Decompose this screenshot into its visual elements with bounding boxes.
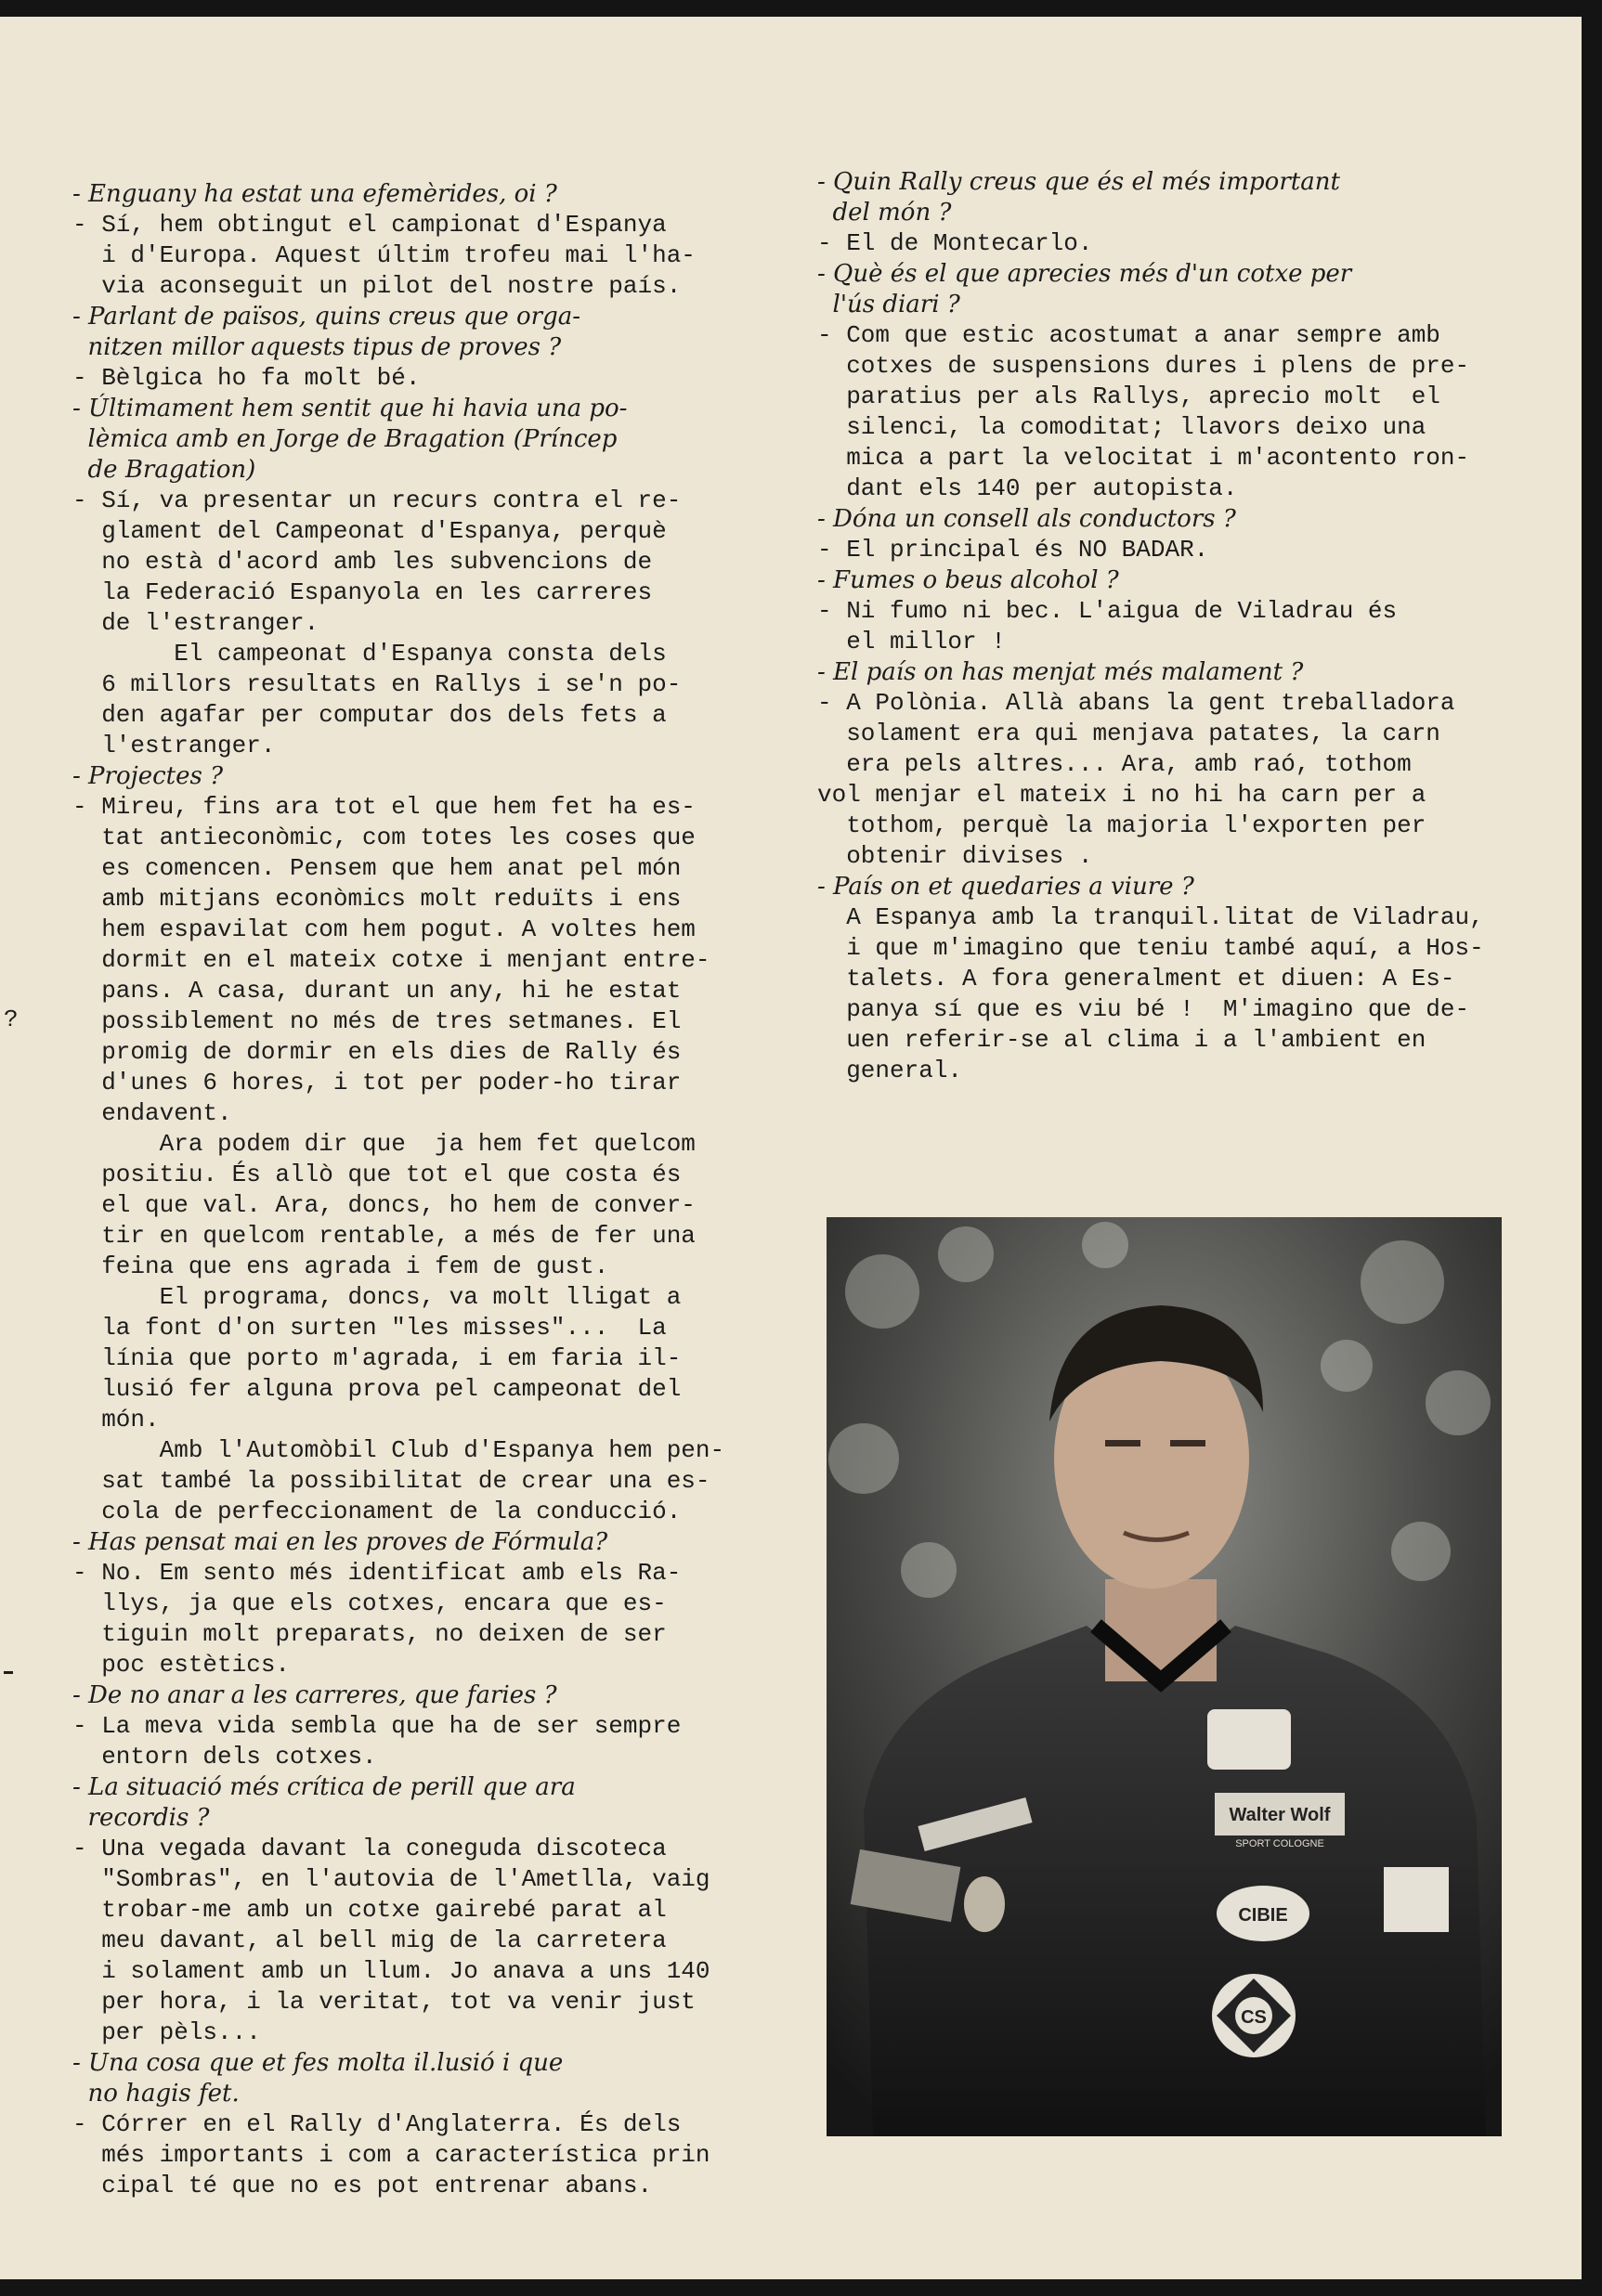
answer-line: 6 millors resultats en Rallys i se'n po-	[72, 670, 682, 698]
answer-line: via aconseguit un pilot del nostre país.	[72, 272, 682, 300]
answer-line: poc estètics.	[72, 1651, 291, 1679]
answer-line: trobar-me amb un cotxe gairebé parat al	[72, 1896, 667, 1924]
question-line: - Què és el que aprecies més d'un cotxe per	[817, 260, 1352, 288]
answer-line: el que val. Ara, doncs, ho hem de conver-	[72, 1191, 696, 1219]
answer-line: Amb l'Automòbil Club d'Espanya hem pen-	[72, 1436, 725, 1464]
answer-line: entorn dels cotxes.	[72, 1743, 377, 1771]
answer-line: possiblement no més de tres setmanes. El	[72, 1007, 682, 1035]
answer-line: - Córrer en el Rally d'Anglaterra. És dels	[72, 2110, 682, 2138]
answer-line: la font d'on surten "les misses"... La	[72, 1314, 667, 1342]
answer-line: llys, ja que els cotxes, encara que es-	[72, 1589, 667, 1617]
answer-line: El campeonat d'Espanya consta dels	[72, 640, 667, 668]
patch-cibie: CIBIE	[1238, 1905, 1288, 1926]
answer-line: - El principal és NO BADAR.	[817, 536, 1209, 564]
scan-border	[0, 2279, 1602, 2296]
question-line: - La situació més crítica de perill que ara	[72, 1773, 576, 1801]
answer-line: amb mitjans econòmics molt reduïts i ens	[72, 885, 682, 913]
answer-line: sat també la possibilitat de crear una es-	[72, 1467, 710, 1495]
answer-line: - No. Em sento més identificat amb els Ra-	[72, 1559, 682, 1587]
question-line: - Una cosa que et fes molta il.lusió i que	[72, 2049, 564, 2077]
question-line: - Últimament hem sentit que hi havia una po-	[72, 395, 628, 422]
answer-line: hem espavilat com hem pogut. A voltes hem	[72, 915, 696, 943]
answer-line: feina que ens agrada i fem de gust.	[72, 1252, 609, 1280]
answer-line: línia que porto m'agrada, i em faria il-	[72, 1344, 682, 1372]
answer-line: den agafar per computar dos dels fets a	[72, 701, 667, 729]
answer-line: meu davant, al bell mig de la carretera	[72, 1926, 667, 1954]
answer-line: l'estranger.	[72, 732, 276, 759]
margin-question-mark: ?	[4, 1005, 19, 1033]
margin-dash	[4, 1671, 13, 1674]
question-line: del món ?	[817, 199, 952, 227]
answer-line: cola de perfeccionament de la conducció.	[72, 1498, 682, 1525]
magazine-page	[0, 17, 1582, 2279]
answer-line: el millor !	[817, 628, 1006, 655]
answer-line: obtenir divises .	[817, 842, 1093, 870]
answer-line: - La meva vida sembla que ha de ser sempre	[72, 1712, 682, 1740]
answer-line: - Sí, hem obtingut el campionat d'Espanya	[72, 211, 667, 239]
answer-line: més importants i com a característica prin	[72, 2141, 710, 2169]
answer-line: lusió fer alguna prova pel campeonat del	[72, 1375, 682, 1403]
answer-line: - Ni fumo ni bec. L'aigua de Viladrau és	[817, 597, 1398, 625]
answer-line: mica a part la velocitat i m'acontento ron-	[817, 444, 1470, 472]
answer-line: uen referir-se al clima i a l'ambient en	[817, 1026, 1426, 1054]
question-line: - Fumes o beus alcohol ?	[817, 566, 1119, 594]
question-line: - Projectes ?	[72, 762, 224, 790]
answer-line: cotxes de suspensions dures i plens de pre-	[817, 352, 1470, 380]
answer-line: pans. A casa, durant un any, hi he estat	[72, 977, 682, 1005]
answer-line: tiguin molt preparats, no deixen de ser	[72, 1620, 667, 1648]
interview-right-column	[817, 167, 1509, 1086]
answer-line: A Espanya amb la tranquil.litat de Viladrau,	[817, 903, 1484, 931]
question-line: - De no anar a les carreres, que faries ?	[72, 1681, 557, 1709]
patch-walter-wolf: Walter Wolf	[1229, 1805, 1331, 1825]
answer-line: i d'Europa. Aquest últim trofeu mai l'ha-	[72, 241, 696, 269]
answer-line: silenci, la comoditat; llavors deixo una	[817, 413, 1426, 441]
question-line: l'ús diari ?	[817, 291, 960, 318]
patch-cs: CS	[1241, 2007, 1267, 2028]
driver-portrait-photo	[827, 1217, 1502, 2136]
answer-line: - Una vegada davant la coneguda discoteca	[72, 1835, 667, 1862]
answer-line: paratius per als Rallys, aprecio molt el	[817, 383, 1440, 410]
patch-sport-cologne: SPORT COLOGNE	[1235, 1838, 1324, 1849]
answer-line: panya sí que es viu bé ! M'imagino que de-	[817, 995, 1470, 1023]
answer-line: talets. A fora generalment et diuen: A Es-	[817, 965, 1455, 992]
answer-line: per hora, i la veritat, tot va venir just	[72, 1988, 696, 2016]
answer-line: cipal té que no es pot entrenar abans.	[72, 2172, 653, 2199]
answer-line: era pels altres... Ara, amb raó, tothom	[817, 750, 1412, 778]
question-line: - Dóna un consell als conductors ?	[817, 505, 1236, 533]
answer-line: "Sombras", en l'autovia de l'Ametlla, vaig	[72, 1865, 710, 1893]
portrait-illustration	[827, 1217, 1502, 2136]
question-line: - País on et quedaries a viure ?	[817, 873, 1194, 901]
answer-line: tat antieconòmic, com totes les coses que	[72, 824, 696, 851]
answer-line: endavent.	[72, 1099, 232, 1127]
answer-line: i que m'imagino que teniu també aquí, a Hos-	[817, 934, 1484, 962]
answer-line: d'unes 6 hores, i tot per poder-ho tirar	[72, 1069, 682, 1096]
answer-line: solament era qui menjava patates, la carn	[817, 720, 1440, 747]
answer-line: - Sí, va presentar un recurs contra el re-	[72, 486, 682, 514]
answer-line: positiu. És allò que tot el que costa és	[72, 1161, 682, 1188]
question-line: recordis ?	[72, 1804, 210, 1832]
question-line: - Parlant de països, quins creus que orga-	[72, 303, 581, 331]
question-line: - Has pensat mai en les proves de Fórmula?	[72, 1528, 608, 1556]
answer-line: promig de dormir en els dies de Rally és	[72, 1038, 682, 1066]
answer-line: no està d'acord amb les subvencions de	[72, 548, 653, 576]
answer-line: per pèls...	[72, 2018, 261, 2046]
answer-line: tothom, perquè la majoria l'exporten per	[817, 811, 1426, 839]
answer-line: tir en quelcom rentable, a més de fer una	[72, 1222, 696, 1250]
answer-line: es comencen. Pensem que hem anat pel món	[72, 854, 682, 882]
answer-line: vol menjar el mateix i no hi ha carn per a	[817, 781, 1426, 809]
question-line: nitzen millor aquests tipus de proves ?	[72, 333, 562, 361]
question-line: de Bragation)	[72, 456, 256, 484]
answer-line: Ara podem dir que ja hem fet quelcom	[72, 1130, 696, 1158]
answer-line: general.	[817, 1057, 963, 1084]
answer-line: dormit en el mateix cotxe i menjant entre-	[72, 946, 710, 974]
answer-line: - El de Montecarlo.	[817, 229, 1093, 257]
question-line: - Enguany ha estat una efemèrides, oi ?	[72, 180, 557, 208]
answer-line: glament del Campeonat d'Espanya, perquè	[72, 517, 667, 545]
answer-line: de l'estranger.	[72, 609, 319, 637]
answer-line: - Com que estic acostumat a anar sempre amb	[817, 321, 1440, 349]
answer-line: El programa, doncs, va molt lligat a	[72, 1283, 682, 1311]
answer-line: món.	[72, 1406, 160, 1433]
answer-line: dant els 140 per autopista.	[817, 474, 1238, 502]
answer-line: la Federació Espanyola en les carreres	[72, 578, 653, 606]
answer-line: - A Polònia. Allà abans la gent treballadora	[817, 689, 1455, 717]
answer-line: - Mireu, fins ara tot el que hem fet ha es-	[72, 793, 696, 821]
question-line: - El país on has menjat més malament ?	[817, 658, 1304, 686]
question-line: lèmica amb en Jorge de Bragation (Príncep	[72, 425, 618, 453]
question-line: no hagis fet.	[72, 2080, 240, 2108]
answer-line: - Bèlgica ho fa molt bé.	[72, 364, 421, 392]
interview-left-column	[72, 179, 769, 2201]
question-line: - Quin Rally creus que és el més important	[817, 168, 1340, 196]
answer-line: i solament amb un llum. Jo anava a uns 140	[72, 1957, 710, 1985]
